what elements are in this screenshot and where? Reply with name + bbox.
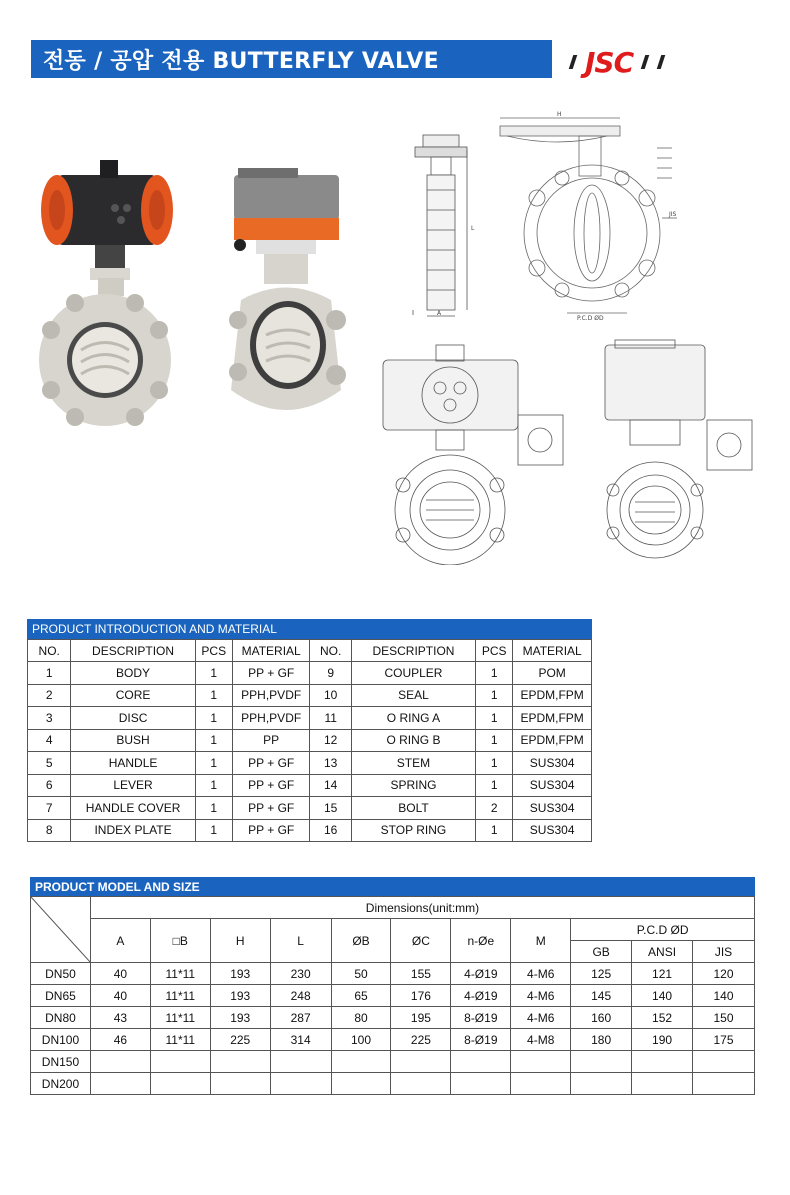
table-cell: 50 [331, 963, 391, 985]
table-cell [90, 1051, 150, 1073]
table-cell: PP + GF [232, 797, 310, 820]
table-cell: CORE [71, 684, 195, 707]
material-table [27, 639, 592, 842]
table-cell: 11*11 [150, 1029, 210, 1051]
table-cell: 16 [310, 819, 351, 842]
table-row [28, 774, 592, 797]
table-cell: 287 [270, 1007, 331, 1029]
table-cell: 7 [28, 797, 71, 820]
col-no-2: NO. [310, 640, 351, 662]
table-cell: 1 [195, 707, 232, 730]
table-cell: 40 [90, 963, 150, 985]
table-cell: 43 [90, 1007, 150, 1029]
table-row [31, 1029, 755, 1051]
table-cell [90, 1073, 150, 1095]
col-pcs-1: PCS [195, 640, 232, 662]
col-m: M [511, 919, 571, 963]
product-intro-header: PRODUCT INTRODUCTION AND MATERIAL [27, 619, 592, 639]
table-cell [632, 1073, 693, 1095]
table-cell: 193 [210, 985, 270, 1007]
product-size-header: PRODUCT MODEL AND SIZE [30, 877, 755, 896]
table-cell: BUSH [71, 729, 195, 752]
table-cell: 1 [476, 729, 513, 752]
table-row [31, 1073, 755, 1095]
table-cell: 6 [28, 774, 71, 797]
table-cell: INDEX PLATE [71, 819, 195, 842]
table-cell: 1 [195, 752, 232, 775]
table-cell: PP [232, 729, 310, 752]
table-row [28, 729, 592, 752]
table-cell: 195 [391, 1007, 451, 1029]
table-cell: SUS304 [513, 752, 592, 775]
pneumatic-valve-photo [35, 150, 175, 435]
logo-brand-j: J [585, 45, 595, 79]
model-cell: DN200 [31, 1073, 91, 1095]
table-cell [451, 1051, 511, 1073]
table-cell: PP + GF [232, 752, 310, 775]
product-intro-table [27, 619, 592, 842]
col-pcs-2: PCS [476, 640, 513, 662]
size-header-row-2 [31, 919, 755, 941]
table-cell: 1 [476, 662, 513, 685]
model-cell: DN65 [31, 985, 91, 1007]
jsc-logo [565, 44, 725, 80]
product-size-table [30, 877, 755, 1095]
model-cell: DN50 [31, 963, 91, 985]
table-cell: 176 [391, 985, 451, 1007]
table-cell: 145 [571, 985, 632, 1007]
table-cell: SEAL [351, 684, 475, 707]
table-cell: 152 [632, 1007, 693, 1029]
table-cell: 15 [310, 797, 351, 820]
table-cell [270, 1073, 331, 1095]
table-cell: 155 [391, 963, 451, 985]
table-cell: EPDM,FPM [513, 707, 592, 730]
table-cell: PP + GF [232, 662, 310, 685]
table-cell [693, 1051, 755, 1073]
table-cell: SUS304 [513, 819, 592, 842]
table-cell: 4-Ø19 [451, 985, 511, 1007]
table-cell: HANDLE COVER [71, 797, 195, 820]
table-row [28, 684, 592, 707]
table-cell [150, 1073, 210, 1095]
electric-valve-photo [226, 160, 351, 430]
table-cell: 1 [476, 707, 513, 730]
col-square-b: □B [150, 919, 210, 963]
table-cell [270, 1051, 331, 1073]
front-view-drawing [497, 108, 692, 323]
table-cell: 121 [632, 963, 693, 985]
dimensions-label: Dimensions(unit:mm) [90, 897, 754, 919]
col-diameter-b: ØB [331, 919, 391, 963]
table-cell: 4-Ø19 [451, 963, 511, 985]
table-row [31, 1007, 755, 1029]
table-cell: 193 [210, 1007, 270, 1029]
size-header-row-1 [31, 897, 755, 919]
table-cell: POM [513, 662, 592, 685]
dim-a-label: A [437, 310, 442, 317]
table-cell: 1 [195, 684, 232, 707]
table-cell: 2 [28, 684, 71, 707]
col-ansi: ANSI [632, 941, 693, 963]
table-cell: 1 [28, 662, 71, 685]
table-cell: 175 [693, 1029, 755, 1051]
col-jis: JIS [693, 941, 755, 963]
table-cell: 1 [195, 819, 232, 842]
col-l: L [270, 919, 331, 963]
table-cell: 4-M8 [511, 1029, 571, 1051]
table-cell: 12 [310, 729, 351, 752]
table-cell: 225 [210, 1029, 270, 1051]
table-cell: COUPLER [351, 662, 475, 685]
table-cell [210, 1051, 270, 1073]
logo-tick-right-2 [657, 55, 666, 69]
table-cell: 1 [476, 819, 513, 842]
table-cell: 1 [476, 774, 513, 797]
table-cell: PPH,PVDF [232, 684, 310, 707]
table-cell: PP + GF [232, 774, 310, 797]
table-row [31, 985, 755, 1007]
col-pcd: P.C.D ØD [571, 919, 755, 941]
table-cell [331, 1073, 391, 1095]
table-cell: EPDM,FPM [513, 684, 592, 707]
table-cell: 180 [571, 1029, 632, 1051]
table-cell: 160 [571, 1007, 632, 1029]
table-row [28, 797, 592, 820]
logo-tick-right-1 [641, 55, 650, 69]
table-row [31, 963, 755, 985]
logo-brand-sc: SC [594, 45, 634, 79]
model-corner-cell [31, 897, 91, 963]
table-cell [511, 1073, 571, 1095]
table-cell [331, 1051, 391, 1073]
table-cell: 1 [195, 774, 232, 797]
table-row [28, 662, 592, 685]
col-gb: GB [571, 941, 632, 963]
table-cell: 8 [28, 819, 71, 842]
table-cell: 11*11 [150, 985, 210, 1007]
table-cell: 4-M6 [511, 1007, 571, 1029]
logo-brand [585, 46, 633, 79]
table-cell: 1 [195, 797, 232, 820]
table-cell: SUS304 [513, 797, 592, 820]
table-cell: 1 [195, 662, 232, 685]
dim-pcd-label: P.C.D ØD [577, 315, 604, 322]
dim-l-label: L [471, 225, 475, 232]
page-title: 전동 / 공압 전용 BUTTERFLY VALVE [31, 40, 552, 78]
table-cell: 46 [90, 1029, 150, 1051]
table-cell: LEVER [71, 774, 195, 797]
table-cell: 3 [28, 707, 71, 730]
table-cell: SPRING [351, 774, 475, 797]
table-cell: 150 [693, 1007, 755, 1029]
table-cell: 314 [270, 1029, 331, 1051]
table-cell: 9 [310, 662, 351, 685]
col-description-2: DESCRIPTION [351, 640, 475, 662]
col-a: A [90, 919, 150, 963]
table-cell: BOLT [351, 797, 475, 820]
pneumatic-actuator-drawing [378, 340, 568, 565]
table-cell [571, 1051, 632, 1073]
table-cell: 1 [476, 752, 513, 775]
table-cell: 140 [632, 985, 693, 1007]
table-cell [693, 1073, 755, 1095]
table-cell: 190 [632, 1029, 693, 1051]
table-cell: STOP RING [351, 819, 475, 842]
table-cell: EPDM,FPM [513, 729, 592, 752]
table-cell: 225 [391, 1029, 451, 1051]
table-cell [150, 1051, 210, 1073]
side-view-drawing [405, 130, 485, 320]
table-cell: 11*11 [150, 963, 210, 985]
table-cell: HANDLE [71, 752, 195, 775]
model-cell: DN150 [31, 1051, 91, 1073]
table-cell [391, 1051, 451, 1073]
table-cell: 230 [270, 963, 331, 985]
dim-h-label: H [557, 111, 562, 118]
table-cell: O RING A [351, 707, 475, 730]
table-cell: 65 [331, 985, 391, 1007]
table-cell: DISC [71, 707, 195, 730]
table-cell: SUS304 [513, 774, 592, 797]
material-header-row [28, 640, 592, 662]
table-cell: 248 [270, 985, 331, 1007]
table-cell: 1 [195, 729, 232, 752]
diagonal-line [31, 897, 91, 963]
table-cell: PP + GF [232, 819, 310, 842]
table-cell: STEM [351, 752, 475, 775]
table-cell [511, 1051, 571, 1073]
col-material-1: MATERIAL [232, 640, 310, 662]
col-n-diameter-e: n-Øe [451, 919, 511, 963]
table-cell: 5 [28, 752, 71, 775]
table-cell: 2 [476, 797, 513, 820]
electric-actuator-drawing [595, 335, 760, 560]
col-description-1: DESCRIPTION [71, 640, 195, 662]
table-cell: 4 [28, 729, 71, 752]
table-cell: 120 [693, 963, 755, 985]
table-cell: 8-Ø19 [451, 1007, 511, 1029]
table-row [31, 1051, 755, 1073]
model-cell: DN100 [31, 1029, 91, 1051]
dim-jis-label: JIS [669, 211, 677, 218]
table-cell: PPH,PVDF [232, 707, 310, 730]
table-cell [632, 1051, 693, 1073]
table-row [28, 819, 592, 842]
table-cell: BODY [71, 662, 195, 685]
table-cell: 4-M6 [511, 985, 571, 1007]
table-cell: 14 [310, 774, 351, 797]
col-diameter-c: ØC [391, 919, 451, 963]
table-cell: O RING B [351, 729, 475, 752]
table-cell: 11 [310, 707, 351, 730]
table-cell: 125 [571, 963, 632, 985]
table-cell: 80 [331, 1007, 391, 1029]
table-cell: 1 [476, 684, 513, 707]
table-cell: 11*11 [150, 1007, 210, 1029]
size-table [30, 896, 755, 1095]
table-cell: 193 [210, 963, 270, 985]
table-cell: 100 [331, 1029, 391, 1051]
table-cell [571, 1073, 632, 1095]
table-cell: 10 [310, 684, 351, 707]
model-cell: DN80 [31, 1007, 91, 1029]
table-cell: 140 [693, 985, 755, 1007]
table-cell [210, 1073, 270, 1095]
table-cell: 4-M6 [511, 963, 571, 985]
table-cell [451, 1073, 511, 1095]
table-cell: 40 [90, 985, 150, 1007]
table-row [28, 752, 592, 775]
table-cell: 8-Ø19 [451, 1029, 511, 1051]
logo-tick-left-1 [569, 55, 578, 69]
table-cell: 13 [310, 752, 351, 775]
col-no-1: NO. [28, 640, 71, 662]
table-row [28, 707, 592, 730]
table-cell [391, 1073, 451, 1095]
col-material-2: MATERIAL [513, 640, 592, 662]
col-h: H [210, 919, 270, 963]
